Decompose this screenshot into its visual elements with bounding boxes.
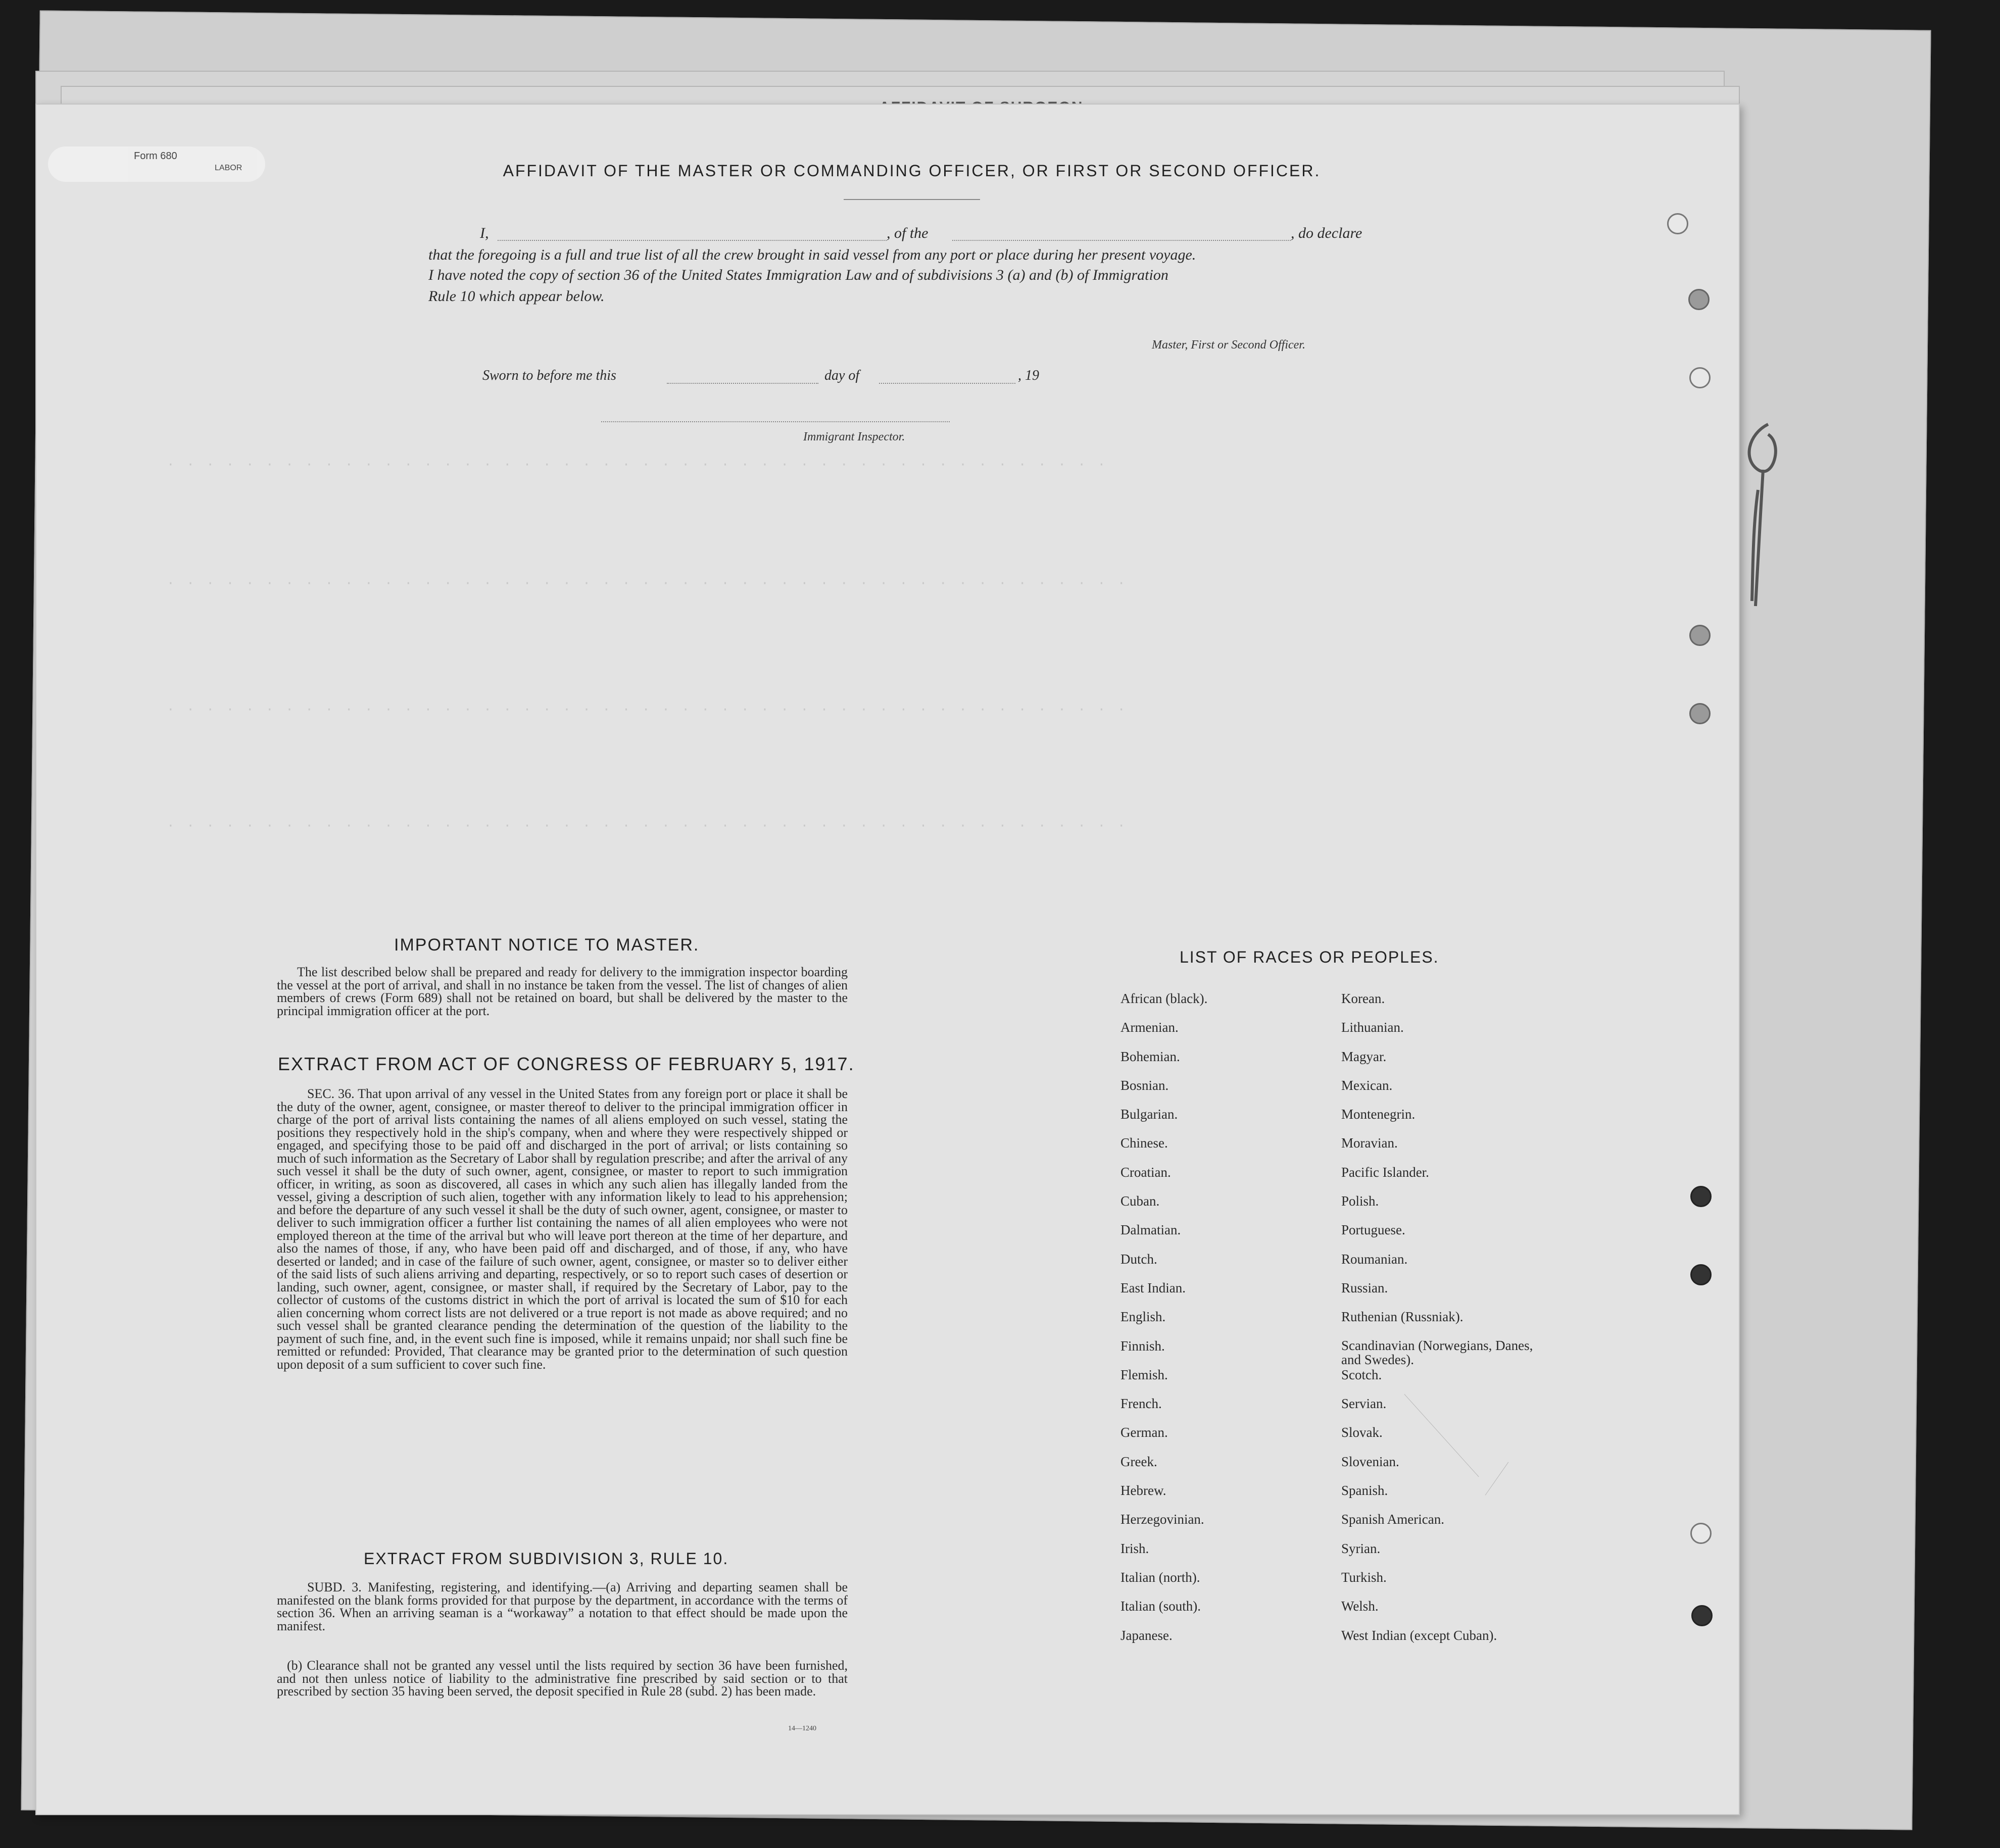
bleed-through: · · · · · · · · · · · · · · · · · · · · · · · · · · · · · · · · · · · · · · · · · · · · · · · · ·	[167, 576, 1128, 591]
race-item: Italian (north).	[1120, 1569, 1200, 1585]
race-item: Bulgarian.	[1120, 1107, 1178, 1122]
race-item: Dutch.	[1120, 1251, 1157, 1267]
binder-hole	[1689, 703, 1711, 724]
vessel-blank	[952, 240, 1291, 241]
declaration-of-the: , of the	[887, 225, 929, 241]
sworn-text: Sworn to before me this	[482, 368, 616, 383]
print-code: 14—1240	[788, 1725, 816, 1732]
race-item: Korean.	[1341, 991, 1385, 1006]
declaration-i: I,	[480, 225, 489, 241]
race-item: Irish.	[1120, 1540, 1149, 1556]
extract-act-text: SEC. 36. That upon arrival of any vessel in the United States from any foreign port or place it shall be the duty of the owner, agent, consignee, or master thereof to deliver to the principal immigration officer in charge of the port of arrival lists containing the names of all aliens employed on such vessel, stating the positions they respectively hold in the ship's company, when and where they were respectively shipped or engaged, and specifying those to be paid off and discharged in the port of arrival; or lists containing so much of such information as the Secretary of Labor shall by regulation prescribe; and after the arrival of any such vessel it shall be the duty of such owner, agent, consignee, or master to report to such immigration officer, in writing, as soon as discovered, all cases in which any such alien has illegally landed from the vessel, giving a description of such alien, together with any information likely to lead to his apprehension; and before the departure of any such vessel it shall be the duty of such owner, agent, consignee, or master to deliver to such immigration officer a further list containing the names of all alien employees who were not employed thereon at the time of the arrival but who will leave port thereon at the time of her departure, and also the names of those, if any, who have been paid off and discharged, and of those, if any, who have deserted or landed; and in case of the failure of such owner, agent, consignee, or master so to deliver either of the said lists of such aliens arriving and departing, respectively, or so to report such cases of desertion or landing, such owner, agent, consignee, or master shall, if required by the Secretary of Labor, pay to the collector of customs of the customs district in which the port of arrival is located the sum of $10 for each alien concerning whom correct lists are not delivered or a true report is not made as above required; and no such vessel shall be granted clearance pending the determination of the question of the liability to the payment of such fine, and, in the event such fine is imposed, while it remains unpaid; nor shall such fine be remitted or refunded: Provided, That clearance may be granted prior to the determination of such question upon deposit of a sum sufficient to cover such fine.	[277, 1086, 848, 1372]
form-dept: LABOR	[215, 164, 242, 172]
extract-rule-title: EXTRACT FROM SUBDIVISION 3, RULE 10.	[364, 1550, 729, 1568]
bleed-through: · · · · · · · · · · · · · · · · · · · · · · · · · · · · · · · · · · · · · · · · · · · · · · · ·	[167, 457, 1108, 472]
race-item: Japanese.	[1120, 1627, 1173, 1643]
inspector-signature-line	[601, 421, 950, 422]
extract-rule-text-a: SUBD. 3. Manifesting, registering, and identifying.—(a) Arriving and departing seamen shall be manifested on the blank forms provided for that purpose by the department, in accordance with the terms of section 36. When an arriving seaman is a “workaway” a notation to that effect should be made upon the manifest.	[277, 1580, 848, 1633]
signature-label: Master, First or Second Officer.	[1152, 338, 1305, 352]
divider	[844, 199, 980, 200]
race-item: Italian (south).	[1120, 1599, 1201, 1614]
binder-hole	[1691, 1605, 1713, 1626]
race-item: Hebrew.	[1120, 1483, 1166, 1499]
race-item: Russian.	[1341, 1280, 1388, 1295]
race-item: Magyar.	[1341, 1048, 1387, 1064]
race-item: Flemish.	[1120, 1367, 1168, 1382]
inspector-label: Immigrant Inspector.	[803, 430, 905, 443]
race-item: Spanish American.	[1341, 1512, 1444, 1527]
bleed-through: · · · · · · · · · · · · · · · · · · · · · · · · · · · · · · · · · · · · · · · · · · · · · · · · ·	[167, 702, 1128, 717]
race-item: Montenegrin.	[1341, 1107, 1416, 1122]
race-item: Scandinavian (Norwegians, Danes, and Swedes).	[1341, 1337, 1533, 1367]
race-item: German.	[1120, 1425, 1168, 1440]
race-item: Roumanian.	[1341, 1251, 1408, 1267]
race-item: African (black).	[1120, 991, 1208, 1006]
binder-hole	[1689, 625, 1711, 646]
race-item: Moravian.	[1341, 1135, 1398, 1151]
day-of-text: day of	[824, 368, 860, 383]
race-item: West Indian (except Cuban).	[1341, 1627, 1497, 1643]
affidavit-title: AFFIDAVIT OF THE MASTER OR COMMANDING OFFICER, OR FIRST OR SECOND OFFICER.	[503, 162, 1321, 180]
race-item: Croatian.	[1120, 1164, 1171, 1180]
month-blank	[879, 383, 1015, 384]
race-item: Syrian.	[1341, 1540, 1381, 1556]
race-item: East Indian.	[1120, 1280, 1186, 1295]
form-number: Form 680	[134, 151, 177, 162]
extract-act-title: EXTRACT FROM ACT OF CONGRESS OF FEBRUARY 5, 1917.	[278, 1054, 855, 1074]
race-item: Scotch.	[1341, 1367, 1382, 1382]
declaration-do-declare: , do declare	[1291, 225, 1362, 241]
race-item: Welsh.	[1341, 1599, 1379, 1614]
day-blank	[667, 383, 818, 384]
notice-text: The list described below shall be prepared and ready for delivery to the immigration inspector boarding the vessel at the port of arrival, and shall in no instance be taken from the vessel. The list of changes of alien members of crews (Form 689) shall not be retained on board, but shall be delivered by the master to the principal immigration officer at the port.	[277, 965, 848, 1018]
race-item: Polish.	[1341, 1193, 1379, 1209]
binder-hole	[1690, 1264, 1712, 1285]
race-item: Bohemian.	[1120, 1048, 1180, 1064]
declaration-line-3: I have noted the copy of section 36 of the United States Immigration Law and of subdivisions 3 (a) and (b) of Immigration	[428, 267, 1168, 283]
race-item: Slovenian.	[1341, 1454, 1399, 1469]
binder-hole	[1690, 1186, 1712, 1207]
extract-rule-text-b: (b) Clearance shall not be granted any vessel until the lists required by section 36 have been furnished, and not then unless notice of liability to the administrative fine prescribed by said section or to that prescribed by section 35 having been served, the deposit specified in Rule 28 (subd. 2) has been made.	[277, 1658, 848, 1699]
race-item: Bosnian.	[1120, 1077, 1169, 1093]
race-item: Lithuanian.	[1341, 1020, 1404, 1035]
race-item: Slovak.	[1341, 1425, 1383, 1440]
race-item: Dalmatian.	[1120, 1222, 1181, 1238]
race-item: Greek.	[1120, 1454, 1157, 1469]
bleed-through: · · · · · · · · · · · · · · · · · · · · · · · · · · · · · · · · · · · · · · · · · · · · · · · · ·	[167, 818, 1128, 833]
notice-title: IMPORTANT NOTICE TO MASTER.	[394, 935, 700, 955]
binder-hole	[1688, 289, 1710, 310]
name-blank	[498, 240, 887, 241]
race-item: Ruthenian (Russniak).	[1341, 1309, 1464, 1325]
race-item: Armenian.	[1120, 1020, 1179, 1035]
binder-hole	[1689, 367, 1711, 388]
declaration-line-2: that the foregoing is a full and true list of all the crew brought in said vessel from any port or place during her present voyage.	[428, 246, 1196, 263]
race-item: Turkish.	[1341, 1569, 1387, 1585]
form-number-tag	[48, 146, 265, 182]
races-column-1	[1120, 991, 1207, 1657]
race-item: Spanish.	[1341, 1483, 1388, 1499]
declaration-line-4: Rule 10 which appear below.	[428, 288, 605, 305]
race-item: Portuguese.	[1341, 1222, 1405, 1238]
year-text: , 19	[1018, 368, 1039, 383]
races-title: LIST OF RACES OR PEOPLES.	[1180, 948, 1439, 966]
binder-hole	[1690, 1523, 1712, 1544]
race-item: Pacific Islander.	[1341, 1164, 1429, 1180]
race-item: French.	[1120, 1396, 1162, 1412]
race-item: Mexican.	[1341, 1077, 1393, 1093]
race-item: Chinese.	[1120, 1135, 1168, 1151]
race-item: Finnish.	[1120, 1338, 1165, 1354]
pencil-scribble	[1738, 414, 1809, 616]
race-item: Herzegovinian.	[1120, 1512, 1204, 1527]
races-column-2	[1341, 991, 1553, 1657]
race-item: English.	[1120, 1309, 1166, 1325]
race-item: Servian.	[1341, 1396, 1387, 1412]
race-item: Cuban.	[1120, 1193, 1160, 1209]
binder-hole	[1667, 213, 1688, 234]
